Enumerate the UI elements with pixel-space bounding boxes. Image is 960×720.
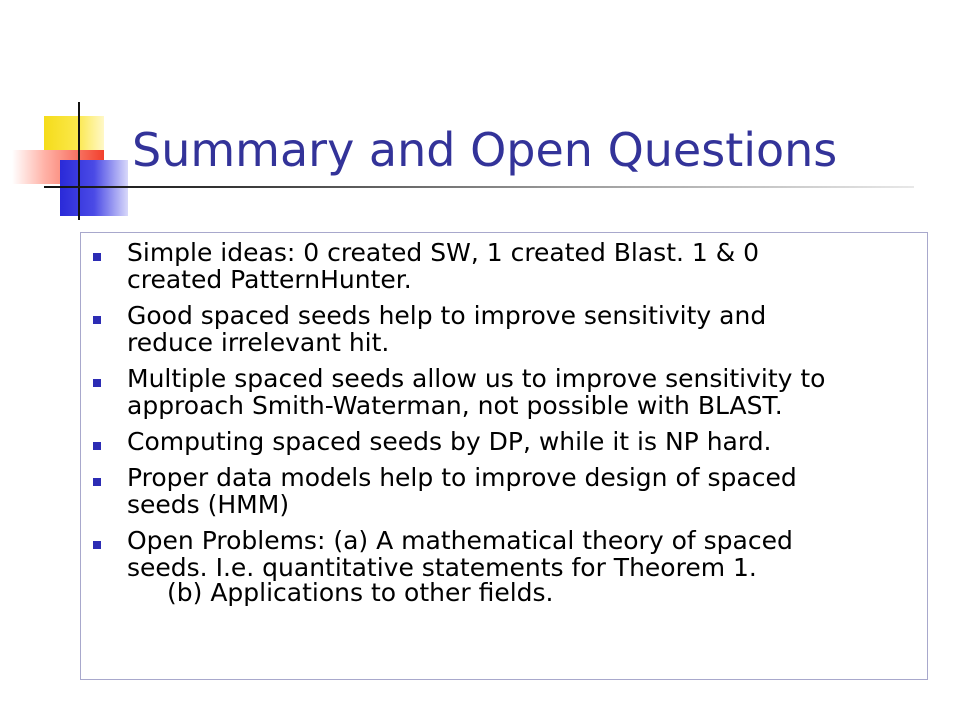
- bullet-text: Computing spaced seeds by DP, while it is NP hard.: [127, 427, 772, 456]
- bullet-text: Good spaced seeds help to improve sensitivity and reduce irrelevant hit.: [127, 301, 767, 357]
- bullet-square-icon: [93, 316, 101, 324]
- decor-vertical-line: [78, 102, 80, 220]
- bullet-text: Open Problems: (a) A mathematical theory of spaced seeds. I.e. quantitative statements for Theorem 1.: [127, 526, 793, 582]
- bullet-text: Simple ideas: 0 created SW, 1 created Blast. 1 & 0 created PatternHunter.: [127, 238, 760, 294]
- bullet-item: [81, 302, 927, 356]
- bullet-item: [81, 527, 927, 606]
- sub-item-text: (b) Applications to other fields.: [167, 578, 554, 607]
- decor-blue-square: [60, 160, 128, 216]
- bullet-square-icon: [93, 253, 101, 261]
- slide-title: Summary and Open Questions: [132, 123, 838, 177]
- content-box: [80, 232, 928, 680]
- bullet-list: [81, 239, 927, 615]
- bullet-square-icon: [93, 541, 101, 549]
- bullet-square-icon: [93, 442, 101, 450]
- bullet-item: [81, 239, 927, 293]
- bullet-item: [81, 464, 927, 518]
- bullet-text: Multiple spaced seeds allow us to improve sensitivity to approach Smith-Waterman, not possible with BLAST.: [127, 364, 826, 420]
- bullet-square-icon: [93, 379, 101, 387]
- bullet-item: [81, 365, 927, 419]
- bullet-item: [81, 428, 927, 455]
- bullet-square-icon: [93, 478, 101, 486]
- bullet-text: Proper data models help to improve design of spaced seeds (HMM): [127, 463, 797, 519]
